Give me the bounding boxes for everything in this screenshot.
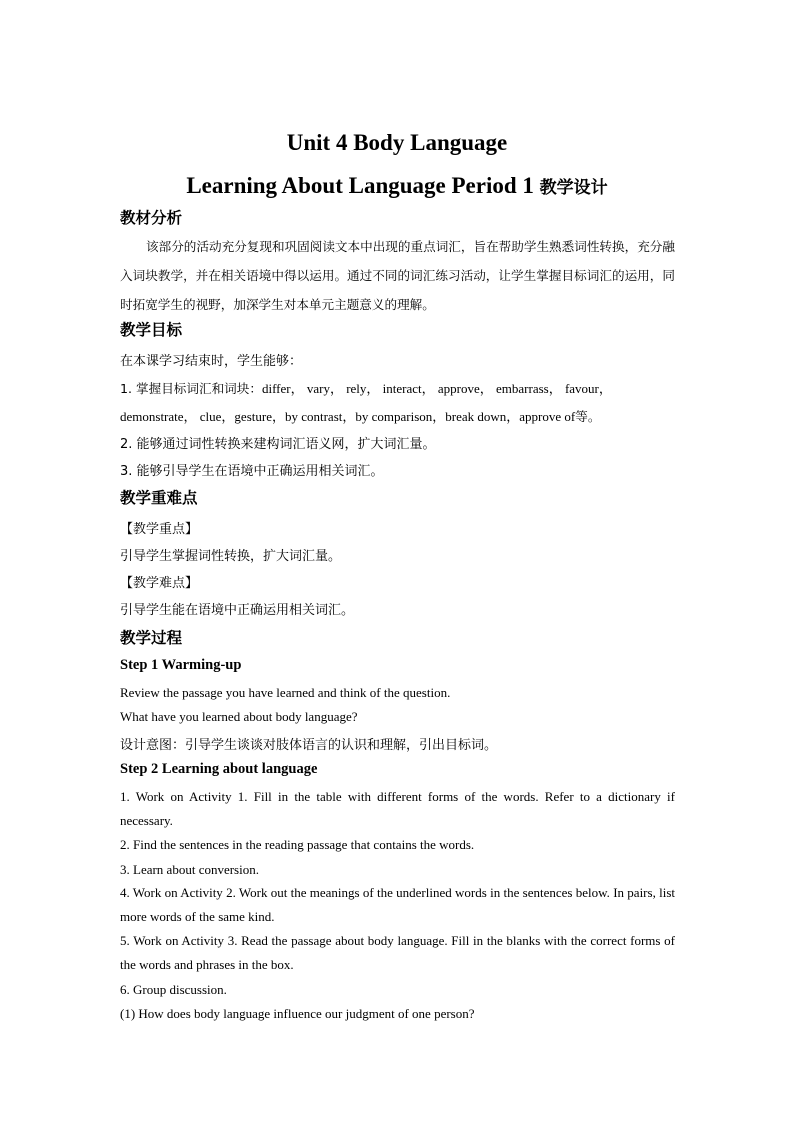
key-point-text: 引导学生掌握词性转换，扩大词汇量。 <box>120 549 342 564</box>
step2-item-4: 4. Work on Activity 2. Work out the meanings of the underlined words in the sentences below. In pairs, list more words of the same kind. <box>120 885 675 924</box>
objective-item-1-words-line2: demonstrate， clue，gesture，by contrast，by comparison，break down，approve of <box>120 409 576 424</box>
difficult-point-label: 【教学难点】 <box>120 576 199 591</box>
objective-item-1 <box>120 378 675 397</box>
objective-item-3: 3. 能够引导学生在语境中正确运用相关词汇。 <box>120 464 384 479</box>
subtitle-english: Learning About Language Period 1 <box>186 173 534 198</box>
objective-item-1-words: differ， vary， rely， interact， approve， embarrass， favour， <box>261 381 612 396</box>
material-analysis-paragraph: 该部分的活动充分复现和巩固阅读文本中出现的重点词汇，旨在帮助学生熟悉词性转换，充分融入词块教学，并在相关语境中得以运用。通过不同的词汇练习活动，让学生掌握目标词汇的运用，同时拓宽学生的视野，加深学生对本单元主题意义的理解。 <box>120 239 675 312</box>
step1-line2: What have you learned about body language? <box>120 709 358 724</box>
heading-material-analysis: 教材分析 <box>120 209 183 227</box>
key-point-label: 【教学重点】 <box>120 522 199 537</box>
step2-item-3: 3. Learn about conversion. <box>120 862 259 877</box>
objective-item-1-suffix: 等。 <box>575 409 601 424</box>
step1-design-intent: 设计意图：引导学生谈谈对肢体语言的认识和理解，引出目标词。 <box>120 738 498 753</box>
difficult-point-text: 引导学生能在语境中正确运用相关词汇。 <box>120 603 355 618</box>
step2-item-5: 5. Work on Activity 3. Read the passage about body language. Fill in the blanks with the correct forms of the words and phrases in the box. <box>120 933 675 972</box>
subtitle-chinese: 教学设计 <box>539 178 608 198</box>
step1-line1: Review the passage you have learned and think of the question. <box>120 685 451 700</box>
step1-title: Step 1 Warming-up <box>120 657 242 673</box>
objective-item-2: 2. 能够通过词性转换来建构词汇语义网，扩大词汇量。 <box>120 437 436 452</box>
heading-teaching-process: 教学过程 <box>120 629 183 647</box>
heading-key-difficult-points: 教学重难点 <box>120 489 198 507</box>
document-subtitle <box>0 173 794 199</box>
objective-item-1-prefix: 1. 掌握目标词汇和词块： <box>120 381 262 396</box>
objectives-intro: 在本课学习结束时，学生能够： <box>120 354 303 369</box>
step2-item-1: 1. Work on Activity 1. Fill in the table with different forms of the words. Refer to a dictionary if necessary. <box>120 789 675 828</box>
objective-item-1-continued <box>120 406 675 425</box>
step2-question-1: (1) How does body language influence our judgment of one person? <box>120 1006 475 1021</box>
heading-teaching-objectives: 教学目标 <box>120 321 183 339</box>
document-title: Unit 4 Body Language <box>286 130 508 155</box>
step2-item-2: 2. Find the sentences in the reading passage that contains the words. <box>120 837 475 852</box>
step2-item-6: 6. Group discussion. <box>120 982 227 997</box>
step2-title: Step 2 Learning about language <box>120 761 318 777</box>
